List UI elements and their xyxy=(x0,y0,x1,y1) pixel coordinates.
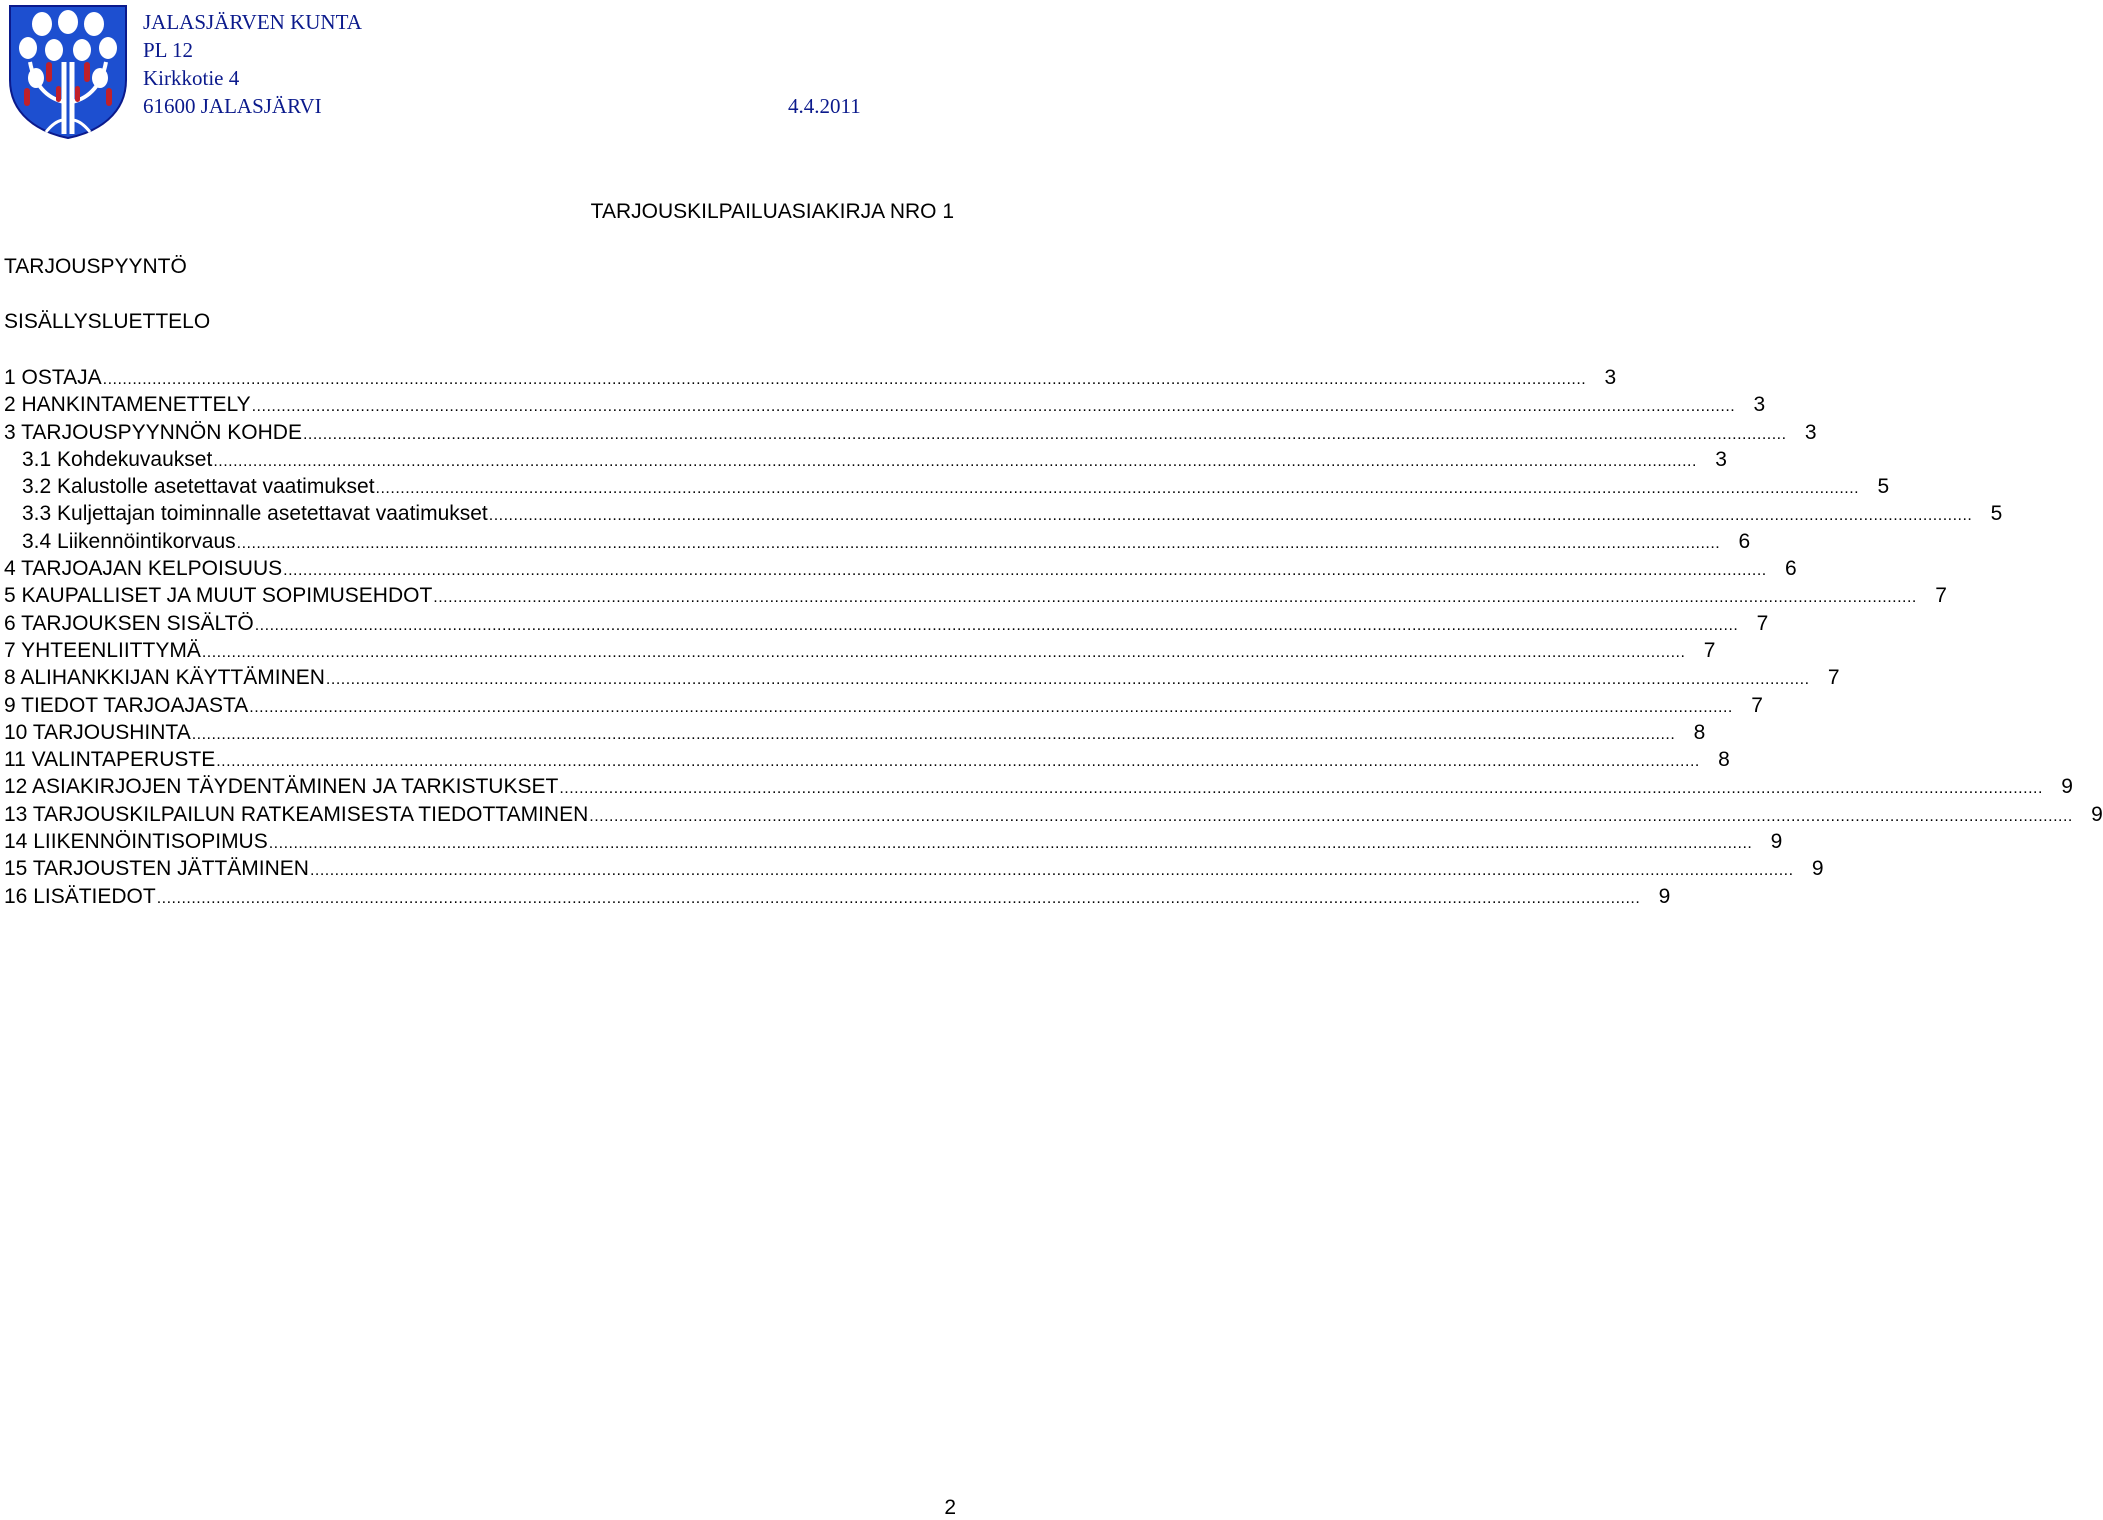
toc-entry[interactable] xyxy=(4,610,1769,637)
toc-dot-leader: ............................................................................................................................................................................................................................................................................................................ xyxy=(268,835,1753,853)
toc-dot-leader: ............................................................................................................................................................................................................................................................................................................ xyxy=(488,507,1973,525)
toc-entry[interactable] xyxy=(4,500,2003,527)
toc-entry-label: 8 ALIHANKKIJAN KÄYTTÄMINEN xyxy=(4,666,325,690)
toc-entry-page: 8 xyxy=(1718,748,1730,772)
toc-entry[interactable] xyxy=(4,419,1817,446)
toc-dot-leader: ............................................................................................................................................................................................................................................................................................................ xyxy=(251,398,1736,416)
toc-entry[interactable] xyxy=(4,692,1763,719)
toc-entry-label: 16 LISÄTIEDOT xyxy=(4,884,156,908)
toc-dot-leader: ............................................................................................................................................................................................................................................................................................................ xyxy=(201,643,1686,661)
toc-entry-label: 12 ASIAKIRJOJEN TÄYDENTÄMINEN JA TARKISTUKSET xyxy=(4,775,559,799)
toc-entry-page: 7 xyxy=(1756,611,1769,635)
toc-dot-leader: ............................................................................................................................................................................................................................................................................................................ xyxy=(102,371,1587,388)
toc-dot-leader: ............................................................................................................................................................................................................................................................................................................ xyxy=(156,889,1641,907)
toc-entry-label: 5 KAUPALLISET JA MUUT SOPIMUSEHDOT xyxy=(4,584,433,608)
toc-entry-page: 5 xyxy=(1990,502,2003,526)
toc-entry-label: 3.1 Kohdekuvaukset xyxy=(22,447,213,471)
toc-dot-leader: ............................................................................................................................................................................................................................................................................................................ xyxy=(213,452,1697,470)
table-of-contents xyxy=(4,364,2103,910)
toc-entry-label: 3 TARJOUSPYYNNÖN KOHDE xyxy=(4,420,302,444)
toc-entry-label: 4 TARJOAJAN KELPOISUUS xyxy=(4,557,283,581)
toc-entry-label: 10 TARJOUSHINTA xyxy=(4,720,191,744)
toc-entry-page: 6 xyxy=(1785,557,1797,581)
toc-entry-page: 9 xyxy=(2061,775,2073,799)
toc-entry[interactable] xyxy=(4,473,1890,500)
toc-entry-page: 3 xyxy=(1804,420,1817,444)
toc-entry-page: 9 xyxy=(1811,857,1824,881)
toc-entry-label: 3.4 Liikennöintikorvaus xyxy=(22,529,236,553)
toc-dot-leader: ............................................................................................................................................................................................................................................................................................................ xyxy=(433,589,1917,607)
toc-entry-page: 3 xyxy=(1753,393,1766,417)
coat-of-arms-icon xyxy=(6,2,130,140)
toc-dot-leader: ............................................................................................................................................................................................................................................................................................................ xyxy=(375,480,1860,498)
toc-entry[interactable] xyxy=(4,828,1783,855)
toc-entry-label: 6 TARJOUKSEN SISÄLTÖ xyxy=(4,611,254,635)
municipality-name: JALASJÄRVEN KUNTA xyxy=(143,10,362,34)
toc-dot-leader: ............................................................................................................................................................................................................................................................................................................ xyxy=(302,425,1787,443)
toc-dot-leader: ............................................................................................................................................................................................................................................................................................................ xyxy=(309,862,1794,880)
document-date: 4.4.2011 xyxy=(788,94,861,118)
toc-entry-page: 7 xyxy=(1751,693,1763,717)
toc-dot-leader: ............................................................................................................................................................................................................................................................................................................ xyxy=(191,725,1676,743)
toc-entry[interactable] xyxy=(4,746,1730,773)
postal-address: 61600 JALASJÄRVI xyxy=(143,94,322,118)
toc-entry-page: 9 xyxy=(1770,830,1783,854)
toc-entry[interactable] xyxy=(4,773,2073,800)
toc-entry[interactable] xyxy=(4,883,1671,910)
toc-entry[interactable] xyxy=(4,364,1617,391)
toc-entry[interactable] xyxy=(4,528,1751,555)
toc-dot-leader: ............................................................................................................................................................................................................................................................................................................ xyxy=(254,616,1739,634)
toc-entry-page: 7 xyxy=(1935,584,1947,608)
street-address: Kirkkotie 4 xyxy=(143,66,240,90)
toc-dot-leader: ............................................................................................................................................................................................................................................................................................................ xyxy=(249,698,1733,716)
toc-entry[interactable] xyxy=(4,446,1727,473)
toc-entry-label: 13 TARJOUSKILPAILUN RATKEAMISESTA TIEDOTTAMINEN xyxy=(4,802,589,826)
toc-entry-page: 9 xyxy=(1658,884,1671,908)
toc-heading: SISÄLLYSLUETTELO xyxy=(4,310,211,333)
toc-dot-leader: ............................................................................................................................................................................................................................................................................................................ xyxy=(559,780,2043,798)
toc-dot-leader: ............................................................................................................................................................................................................................................................................................................ xyxy=(283,562,1767,580)
sender-address xyxy=(143,8,362,120)
toc-entry-page: 3 xyxy=(1715,447,1727,471)
toc-entry-page: 6 xyxy=(1738,529,1751,553)
toc-dot-leader: ............................................................................................................................................................................................................................................................................................................ xyxy=(325,671,1810,689)
document-label: TARJOUSKILPAILUASIAKIRJA NRO 1 xyxy=(590,200,954,223)
toc-entry[interactable] xyxy=(4,637,1716,664)
toc-entry[interactable] xyxy=(4,664,1840,691)
toc-dot-leader: ............................................................................................................................................................................................................................................................................................................ xyxy=(216,753,1700,771)
toc-entry[interactable] xyxy=(4,391,1766,418)
toc-entry-page: 7 xyxy=(1703,638,1716,662)
toc-entry-label: 2 HANKINTAMENETTELY xyxy=(4,393,251,417)
document-title: TARJOUSPYYNTÖ xyxy=(4,255,187,278)
toc-entry-label: 3.3 Kuljettajan toiminnalle asetettavat vaatimukset xyxy=(22,502,488,526)
toc-entry-label: 9 TIEDOT TARJOAJASTA xyxy=(4,693,249,717)
toc-entry-label: 11 VALINTAPERUSTE xyxy=(4,748,216,772)
toc-entry-page: 8 xyxy=(1693,720,1706,744)
toc-entry-page: 7 xyxy=(1827,666,1840,690)
toc-entry-label: 14 LIIKENNÖINTISOPIMUS xyxy=(4,830,268,854)
page-number: 2 xyxy=(944,1496,956,1519)
toc-entry[interactable] xyxy=(4,582,1947,609)
toc-entry-page: 9 xyxy=(2091,802,2103,826)
toc-entry[interactable] xyxy=(4,719,1706,746)
toc-entry-label: 7 YHTEENLIITTYMÄ xyxy=(4,638,201,662)
toc-dot-leader: ............................................................................................................................................................................................................................................................................................................ xyxy=(589,807,2073,825)
toc-entry-page: 3 xyxy=(1604,366,1617,389)
toc-dot-leader: ............................................................................................................................................................................................................................................................................................................ xyxy=(236,534,1721,552)
toc-entry-label: 15 TARJOUSTEN JÄTTÄMINEN xyxy=(4,857,309,881)
toc-entry-label: 3.2 Kalustolle asetettavat vaatimukset xyxy=(22,475,375,499)
po-box: PL 12 xyxy=(143,38,193,62)
toc-entry-label: 1 OSTAJA xyxy=(4,366,102,389)
toc-entry[interactable] xyxy=(4,555,1797,582)
toc-entry-page: 5 xyxy=(1877,475,1890,499)
toc-entry[interactable] xyxy=(4,855,1824,882)
toc-entry[interactable] xyxy=(4,801,2103,828)
